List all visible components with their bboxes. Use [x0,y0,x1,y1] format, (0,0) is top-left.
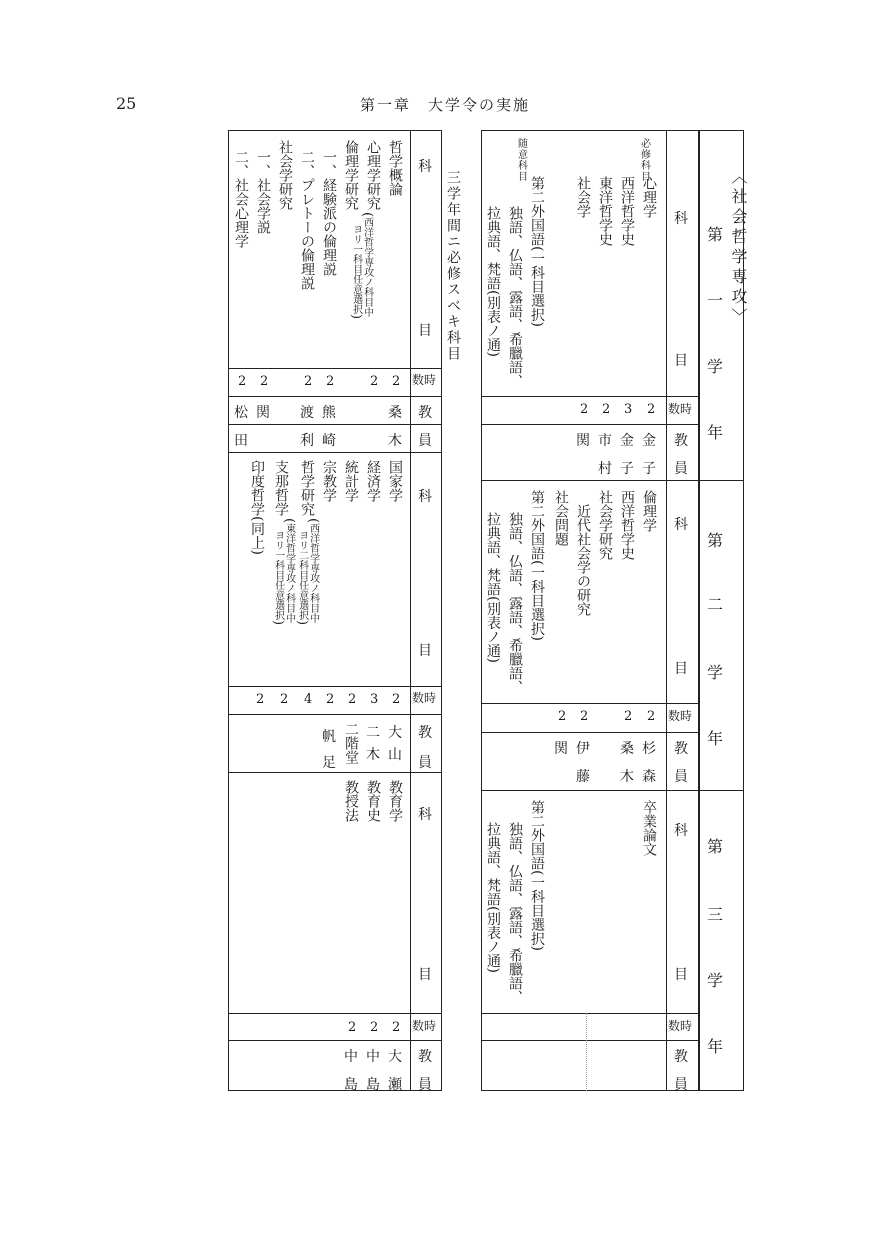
teacher: 渡 [300,405,314,421]
teacher: 関 [576,433,590,449]
year1-title-3: 学 [707,357,724,376]
teacher: 松 [234,405,248,421]
subject: 支那哲学 [273,460,289,516]
teacher: 山 [388,747,402,763]
note-line: 西洋哲学専攻ノ科目中 [361,217,373,318]
subject-header-bottom: 目 [674,967,688,983]
note-line: 西洋哲学専攻ノ科目中 [307,523,319,624]
hours-value: 2 [624,709,633,724]
subject: 哲学研究 [299,460,315,516]
subject: 独語、仏語、露語、希臘語、 [507,512,523,694]
hours-value: 3 [370,692,379,707]
subject-note: (西洋哲学専攻ノ科目中 [305,518,321,624]
teacher-header-top: 教 [418,1049,432,1065]
page-number: 25 [116,94,137,113]
teacher: 藤 [576,769,590,785]
subject: 西洋哲学史 [619,176,635,246]
teacher: 村 [598,461,612,477]
subject: 経済学 [365,460,381,502]
hours-value: 4 [304,692,313,707]
teacher: 金 [642,433,656,449]
hours-value: 2 [558,709,567,724]
hours-value: 2 [238,374,247,389]
subject-note: ヨリ一科目任意選択) [270,530,286,626]
teacher: 大 [388,1049,402,1065]
teacher: 金 [620,433,634,449]
year1-title-4: 年 [707,423,724,442]
teacher: 関 [256,405,270,421]
teacher: 森 [642,769,656,785]
teacher: 田 [234,433,248,449]
note-line: ヨリ一科目任意選択 [272,530,284,620]
subject-note: ヨリ一科目任意選択) [348,224,364,320]
subject-header-top: 科 [418,159,432,175]
year1-title-2: 一 [707,291,724,310]
subject-header-top: 科 [418,807,432,823]
subject: 二、プレトーの倫理説 [299,150,315,290]
hours-value: 2 [370,374,379,389]
subject: 心理学 [641,176,657,218]
hours-value: 2 [280,692,289,707]
subject-header-bottom: 目 [418,643,432,659]
hours-value: 2 [348,692,357,707]
hours-value: 2 [602,402,611,417]
hours-header: 数時 [412,373,437,387]
hours-value: 2 [647,402,656,417]
hours-value: 2 [392,374,401,389]
hours-header: 数時 [412,1019,437,1033]
category-required: 必修科目 [638,138,650,182]
middle-note: 三学年間ニ必修スベキ科目 [445,170,461,362]
subject-header-bottom: 目 [674,353,688,369]
subject: 社会学研究 [597,490,613,560]
teacher: 足 [322,755,336,771]
teacher-header-bottom: 員 [674,1077,688,1093]
teacher: 崎 [322,433,336,449]
teacher-header-bottom: 員 [418,433,432,449]
hours-header: 数時 [668,402,693,416]
teacher: 瀬 [388,1077,402,1093]
subject: 東洋哲学史 [597,176,613,246]
note-line: ヨリ一科目任意選択 [350,224,362,314]
teacher: 木 [620,769,634,785]
subject-header-bottom: 目 [674,661,688,677]
teacher-header-bottom: 員 [674,461,688,477]
hours-value: 2 [647,709,656,724]
subject: 宗教学 [321,460,337,502]
subject-header-top: 科 [674,823,688,839]
subject: 印度哲学(同上) [249,460,265,555]
subject: 西洋哲学史 [619,490,635,560]
note-line: ヨリ二科目任意選択 [296,530,308,620]
teacher: 二階堂 [343,722,359,764]
teacher: 帆 [322,729,336,745]
subject: 拉典語、梵語(別表ノ通) [485,206,501,357]
teacher-header-top: 教 [674,433,688,449]
subject: 国家学 [387,460,403,502]
subject: 第二外国語(一科目選択) [529,176,545,327]
year2-title-1: 第 [707,531,724,550]
subject: 哲学概論 [387,140,403,196]
hours-value: 3 [624,402,633,417]
subject: 拉典語、梵語(別表ノ通) [485,822,501,973]
year2-title-3: 学 [707,663,724,682]
year2-title-2: 二 [707,595,724,614]
year2-title-4: 年 [707,729,724,748]
subject: 第二外国語(一科目選択) [529,490,545,641]
subject: 独語、仏語、露語、希臘語、 [507,206,523,388]
teacher: 島 [344,1077,358,1093]
year3-title-4: 年 [707,1037,724,1056]
teacher: 二 [366,725,380,741]
teacher-header-bottom: 員 [418,755,432,771]
hours-value: 2 [370,1020,379,1035]
subject-header-top: 科 [418,489,432,505]
teacher-header-bottom: 員 [674,769,688,785]
teacher: 木 [366,747,380,763]
subject: 社会問題 [553,490,569,546]
subject: 独語、仏語、露語、希臘語、 [507,822,523,1004]
subject: 拉典語、梵語(別表ノ通) [485,512,501,663]
teacher: 島 [366,1077,380,1093]
hours-value: 2 [260,374,269,389]
hours-value: 2 [580,709,589,724]
teacher: 関 [554,741,568,757]
category-elective: 随意科目 [515,138,527,182]
subject-header-top: 科 [674,517,688,533]
hours-value: 2 [326,692,335,707]
teacher-header-top: 教 [418,405,432,421]
subject: 心理学研究 [365,140,381,210]
teacher-header-top: 教 [674,741,688,757]
subject: 教育学 [387,780,403,822]
hours-value: 2 [256,692,265,707]
hours-value: 2 [304,374,313,389]
subject-note: (西洋哲学専攻ノ科目中 [359,212,375,318]
hours-value: 2 [326,374,335,389]
subject: 倫理学研究 [343,140,359,210]
hours-value: 2 [392,692,401,707]
subject: 倫理学 [641,490,657,532]
teacher: 中 [344,1049,358,1065]
subject: 一、経験派の倫理説 [321,150,337,276]
subject: 教授法 [343,780,359,822]
teacher: 大 [388,725,402,741]
teacher: 子 [620,461,634,477]
teacher: 杉 [642,741,656,757]
hours-header: 数時 [668,1019,693,1033]
hours-header: 数時 [668,709,693,723]
subject: 卒業論文 [641,800,657,856]
teacher: 桑 [388,405,402,421]
subject: 二、社会心理学 [233,150,249,248]
teacher: 中 [366,1049,380,1065]
running-title: 第一章 大学令の実施 [360,96,531,114]
hours-value: 2 [580,402,589,417]
teacher-header-top: 教 [674,1049,688,1065]
hours-value: 2 [348,1020,357,1035]
subject: 社会学 [575,176,591,218]
note-line: 東洋哲学専攻ノ科目中 [283,523,295,624]
subject-note: (東洋哲学専攻ノ科目中 [281,518,297,624]
teacher: 伊 [576,741,590,757]
subject: 社会学研究 [277,140,293,210]
teacher: 桑 [620,741,634,757]
subject: 一、社会学説 [255,150,271,234]
subject-header-bottom: 目 [418,323,432,339]
year1-title-1: 第 [707,225,724,244]
teacher-header-top: 教 [418,725,432,741]
subject-note: ヨリ二科目任意選択) [294,530,310,626]
subject: 近代社会学の研究 [575,504,591,616]
teacher-header-bottom: 員 [418,1077,432,1093]
subject: 統計学 [343,460,359,502]
year3-title-3: 学 [707,971,724,990]
teacher: 木 [388,433,402,449]
teacher: 市 [598,433,612,449]
hours-value: 2 [392,1020,401,1035]
subject: 教育史 [365,780,381,822]
subject-header-top: 科 [674,211,688,227]
subject-header-bottom: 目 [418,967,432,983]
year3-title-1: 第 [707,837,724,856]
teacher: 利 [300,433,314,449]
subject: 第二外国語(一科目選択) [529,800,545,951]
hours-header: 数時 [412,691,437,705]
teacher: 熊 [322,405,336,421]
teacher: 子 [642,461,656,477]
year3-title-2: 三 [707,905,724,924]
section-title: 〈社会哲学専攻〉 [729,168,748,328]
